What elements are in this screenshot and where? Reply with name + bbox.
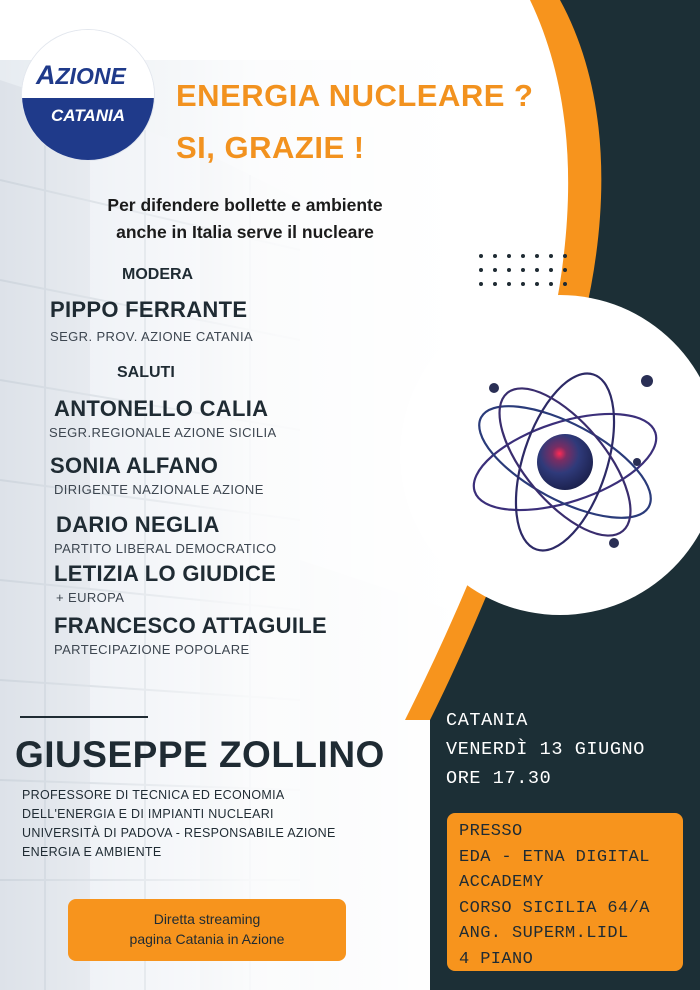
venue-box: PRESSO EDA - ETNA DIGITAL ACCADEMY CORSO SICILIA 64/A ANG. SUPERM.LIDL 4 PIANO (447, 813, 683, 971)
headline-line-1: ENERGIA NUCLEARE ? (176, 78, 534, 113)
moderator-label: MODERA (122, 266, 194, 283)
speaker-name: LETIZIA LO GIUDICE (54, 561, 277, 586)
speaker-name: ANTONELLO CALIA (54, 396, 269, 421)
azione-logo (22, 30, 154, 160)
event-time: ORE 17.30 (446, 768, 552, 789)
speaker-name: DARIO NEGLIA (56, 512, 220, 537)
event-date: VENERDÌ 13 GIUGNO (446, 739, 645, 760)
speaker-role: PARTITO LIBERAL DEMOCRATICO (54, 541, 277, 556)
keynote-name: GIUSEPPE ZOLLINO (15, 734, 385, 775)
event-when (446, 706, 645, 793)
subtitle: Per difendere bollette e ambiente anche in Italia serve il nucleare (107, 195, 383, 242)
moderator-name: PIPPO FERRANTE (50, 297, 248, 322)
event-city: CATANIA (446, 710, 528, 731)
headline-line-2: SI, GRAZIE ! (176, 130, 365, 165)
logo-city: CATANIA (51, 106, 125, 125)
divider (20, 716, 148, 718)
speaker-role: SEGR.REGIONALE AZIONE SICILIA (49, 425, 277, 440)
speaker-name: FRANCESCO ATTAGUILE (54, 613, 327, 638)
keynote-role: PROFESSORE DI TECNICA ED ECONOMIA DELL'ENERGIA E DI IMPIANTI NUCLEARI UNIVERSITÀ DI PADOVA - RESPONSABILE AZIONE ENERGIA E AMBIENTE (22, 788, 336, 859)
streaming-banner: Diretta streaming pagina Catania in Azione (68, 899, 346, 961)
speaker-role: + EUROPA (56, 590, 125, 605)
speaker-name: SONIA ALFANO (50, 453, 219, 478)
greetings-label: SALUTI (117, 364, 175, 381)
logo-brand: AZIONE (36, 60, 126, 90)
speaker-role: PARTECIPAZIONE POPOLARE (54, 642, 250, 657)
speaker-role: DIRIGENTE NAZIONALE AZIONE (54, 482, 264, 497)
decorative-dots (478, 253, 568, 289)
moderator-role: SEGR. PROV. AZIONE CATANIA (50, 329, 254, 344)
